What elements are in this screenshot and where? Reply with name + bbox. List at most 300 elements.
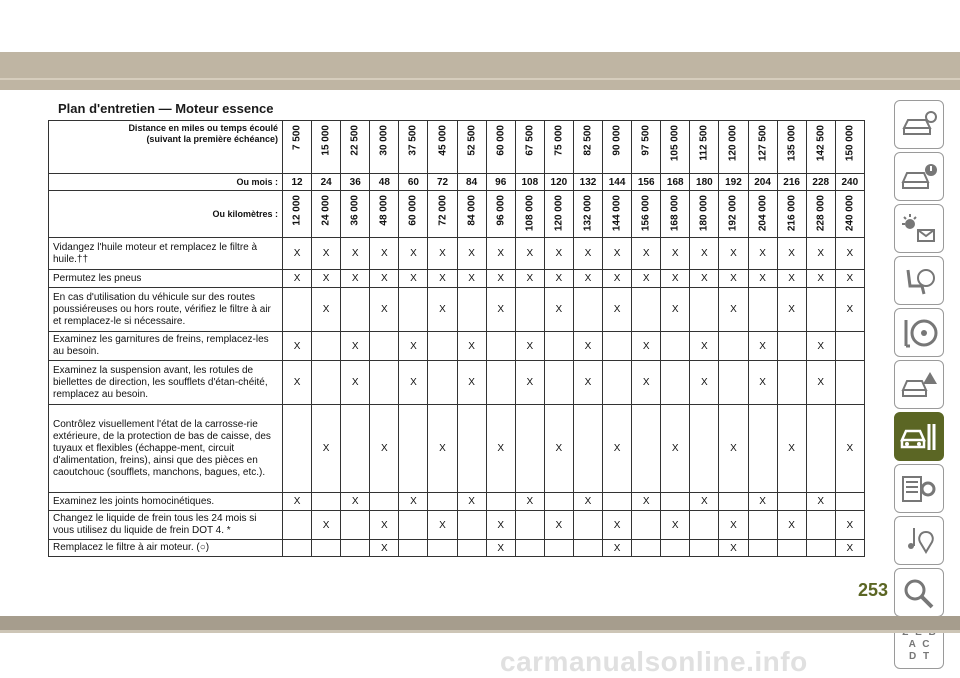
months-value: 168 xyxy=(661,174,690,191)
schedule-cell xyxy=(632,288,661,332)
schedule-cell: X xyxy=(661,238,690,270)
miles-cell xyxy=(341,121,370,174)
schedule-cell xyxy=(719,493,748,511)
side-tab[interactable] xyxy=(894,412,944,461)
schedule-cell xyxy=(370,332,399,361)
side-tab[interactable] xyxy=(894,360,944,409)
months-value: 84 xyxy=(457,174,486,191)
table-row xyxy=(49,332,865,361)
top-band xyxy=(0,52,960,90)
schedule-cell xyxy=(748,405,777,493)
schedule-cell: X xyxy=(341,332,370,361)
km-cell xyxy=(399,191,428,238)
miles-value: 127 500 xyxy=(757,125,769,162)
schedule-cell xyxy=(835,493,864,511)
miles-cell xyxy=(603,121,632,174)
maintenance-table xyxy=(48,120,865,557)
months-value: 156 xyxy=(632,174,661,191)
schedule-cell xyxy=(835,332,864,361)
miles-cell xyxy=(283,121,312,174)
schedule-cell xyxy=(777,332,806,361)
schedule-cell xyxy=(341,511,370,540)
schedule-cell: X xyxy=(661,405,690,493)
schedule-cell: X xyxy=(457,361,486,405)
schedule-cell: X xyxy=(806,493,835,511)
schedule-cell: X xyxy=(515,493,544,511)
miles-value: 75 000 xyxy=(553,125,565,156)
schedule-cell: X xyxy=(777,511,806,540)
months-value: 132 xyxy=(573,174,602,191)
distance-label-line: Distance en miles ou temps écoulé xyxy=(128,123,278,133)
schedule-cell xyxy=(312,493,341,511)
schedule-cell: X xyxy=(661,270,690,288)
task-label: Examinez les joints homocinétiques. xyxy=(49,493,283,511)
schedule-cell xyxy=(573,540,602,557)
months-value: 96 xyxy=(486,174,515,191)
months-value: 144 xyxy=(603,174,632,191)
side-tab[interactable] xyxy=(894,464,944,513)
schedule-cell: X xyxy=(719,270,748,288)
schedule-cell xyxy=(544,361,573,405)
side-tab[interactable] xyxy=(894,204,944,253)
schedule-cell: X xyxy=(603,238,632,270)
miles-value: 82 500 xyxy=(582,125,594,156)
schedule-cell: X xyxy=(690,238,719,270)
miles-value: 52 500 xyxy=(466,125,478,156)
schedule-cell xyxy=(573,511,602,540)
schedule-cell: X xyxy=(573,493,602,511)
miles-value: 60 000 xyxy=(495,125,507,156)
km-cell xyxy=(690,191,719,238)
schedule-cell xyxy=(457,540,486,557)
task-label: En cas d'utilisation du véhicule sur des routes poussiéreuses ou hors route, vérifiez le filtre à air et remplacez-le si nécessaire. xyxy=(49,288,283,332)
miles-cell xyxy=(399,121,428,174)
schedule-cell: X xyxy=(515,361,544,405)
miles-value: 30 000 xyxy=(378,125,390,156)
schedule-cell xyxy=(515,540,544,557)
schedule-cell: X xyxy=(486,405,515,493)
task-label: Changez le liquide de frein tous les 24 mois si vous utilisez du liquide de frein DOT 4. * xyxy=(49,511,283,540)
km-cell xyxy=(283,191,312,238)
table-row xyxy=(49,511,865,540)
schedule-cell xyxy=(661,493,690,511)
schedule-cell xyxy=(486,361,515,405)
schedule-cell: X xyxy=(835,238,864,270)
schedule-cell: X xyxy=(486,511,515,540)
schedule-cell: X xyxy=(457,238,486,270)
side-tab[interactable] xyxy=(894,256,944,305)
schedule-cell: X xyxy=(690,270,719,288)
schedule-cell: X xyxy=(573,361,602,405)
schedule-cell: X xyxy=(457,332,486,361)
schedule-cell xyxy=(428,493,457,511)
schedule-cell xyxy=(457,288,486,332)
schedule-cell xyxy=(341,540,370,557)
schedule-cell xyxy=(690,511,719,540)
schedule-cell: X xyxy=(806,361,835,405)
schedule-cell: X xyxy=(603,540,632,557)
km-value: 120 000 xyxy=(553,195,565,232)
schedule-cell: X xyxy=(603,270,632,288)
schedule-cell xyxy=(341,405,370,493)
schedule-cell xyxy=(603,332,632,361)
schedule-cell xyxy=(544,540,573,557)
watermark: carmanualsonline.info xyxy=(500,646,808,677)
months-value: 180 xyxy=(690,174,719,191)
schedule-cell xyxy=(777,493,806,511)
schedule-cell: X xyxy=(632,238,661,270)
km-value: 72 000 xyxy=(437,195,449,226)
schedule-cell: X xyxy=(486,288,515,332)
km-cell xyxy=(457,191,486,238)
schedule-cell: X xyxy=(370,405,399,493)
km-value: 144 000 xyxy=(611,195,623,232)
schedule-cell xyxy=(457,405,486,493)
schedule-cell: X xyxy=(283,270,312,288)
schedule-cell xyxy=(370,493,399,511)
schedule-cell: X xyxy=(457,493,486,511)
schedule-cell: X xyxy=(399,238,428,270)
table-row xyxy=(49,238,865,270)
km-value: 216 000 xyxy=(786,195,798,232)
schedule-cell: X xyxy=(370,270,399,288)
schedule-cell: X xyxy=(690,332,719,361)
distance-label-line: (suivant la première échéance) xyxy=(146,134,278,144)
schedule-cell: X xyxy=(748,493,777,511)
km-value: 48 000 xyxy=(378,195,390,226)
schedule-cell: X xyxy=(573,238,602,270)
schedule-cell xyxy=(777,540,806,557)
months-value: 36 xyxy=(341,174,370,191)
schedule-cell xyxy=(835,361,864,405)
miles-cell xyxy=(777,121,806,174)
table-row xyxy=(49,405,865,493)
miles-cell xyxy=(370,121,399,174)
schedule-cell xyxy=(283,288,312,332)
schedule-cell xyxy=(399,540,428,557)
side-tab[interactable] xyxy=(894,308,944,357)
schedule-cell: X xyxy=(719,511,748,540)
miles-cell xyxy=(428,121,457,174)
schedule-cell: X xyxy=(835,511,864,540)
miles-value: 45 000 xyxy=(437,125,449,156)
page-title: Plan d'entretien — Moteur essence xyxy=(58,101,274,116)
schedule-cell xyxy=(399,511,428,540)
task-label: Contrôlez visuellement l'état de la carrosse-rie extérieure, de la protection de bas de caisse, des tuyaux et flexibles (échappe-ment, circuit d'alimentation, freins), ainsi que des pièces en caoutchouc (soufflets, manchons, bagues, etc.). xyxy=(49,405,283,493)
km-value: 36 000 xyxy=(349,195,361,226)
schedule-cell: X xyxy=(399,270,428,288)
schedule-cell: X xyxy=(632,361,661,405)
schedule-cell xyxy=(603,493,632,511)
schedule-cell: X xyxy=(748,361,777,405)
schedule-cell: X xyxy=(283,361,312,405)
schedule-cell: X xyxy=(632,332,661,361)
schedule-cell xyxy=(283,540,312,557)
schedule-cell: X xyxy=(806,238,835,270)
schedule-cell: X xyxy=(341,270,370,288)
schedule-cell: X xyxy=(283,332,312,361)
miles-cell xyxy=(661,121,690,174)
km-cell xyxy=(370,191,399,238)
schedule-cell: X xyxy=(632,493,661,511)
km-cell xyxy=(777,191,806,238)
miles-cell xyxy=(719,121,748,174)
km-cell xyxy=(835,191,864,238)
schedule-cell: X xyxy=(428,511,457,540)
bottom-band xyxy=(0,616,960,630)
km-value: 24 000 xyxy=(320,195,332,226)
miles-value: 112 500 xyxy=(698,125,710,161)
schedule-cell xyxy=(806,405,835,493)
table-row xyxy=(49,540,865,557)
schedule-cell: X xyxy=(835,288,864,332)
schedule-cell: X xyxy=(515,238,544,270)
km-cell xyxy=(341,191,370,238)
schedule-cell: X xyxy=(777,288,806,332)
miles-value: 90 000 xyxy=(611,125,623,156)
schedule-cell: X xyxy=(806,270,835,288)
schedule-cell: X xyxy=(370,511,399,540)
months-value: 228 xyxy=(806,174,835,191)
schedule-cell: X xyxy=(341,493,370,511)
schedule-cell xyxy=(399,288,428,332)
km-value: 12 000 xyxy=(291,195,303,226)
months-value: 24 xyxy=(312,174,341,191)
schedule-cell: X xyxy=(690,361,719,405)
miles-cell xyxy=(457,121,486,174)
schedule-cell xyxy=(748,511,777,540)
schedule-cell xyxy=(486,332,515,361)
schedule-cell xyxy=(661,540,690,557)
schedule-cell: X xyxy=(486,540,515,557)
schedule-cell xyxy=(777,361,806,405)
schedule-cell xyxy=(806,288,835,332)
months-value: 240 xyxy=(835,174,864,191)
schedule-cell xyxy=(515,288,544,332)
table-row xyxy=(49,493,865,511)
schedule-cell: X xyxy=(341,361,370,405)
schedule-cell xyxy=(603,361,632,405)
months-value: 72 xyxy=(428,174,457,191)
schedule-cell: X xyxy=(486,270,515,288)
months-row xyxy=(49,174,865,191)
schedule-cell: X xyxy=(573,332,602,361)
km-value: 192 000 xyxy=(727,195,739,232)
km-value: 132 000 xyxy=(582,195,594,232)
schedule-cell xyxy=(312,361,341,405)
miles-value: 142 500 xyxy=(815,125,827,162)
lights-mail-icon xyxy=(900,212,938,246)
months-value: 12 xyxy=(283,174,312,191)
miles-cell xyxy=(690,121,719,174)
schedule-cell xyxy=(428,540,457,557)
schedule-cell: X xyxy=(428,270,457,288)
schedule-cell: X xyxy=(544,405,573,493)
schedule-cell: X xyxy=(457,270,486,288)
miles-cell xyxy=(835,121,864,174)
miles-cell xyxy=(573,121,602,174)
km-cell xyxy=(748,191,777,238)
schedule-cell xyxy=(748,288,777,332)
schedule-cell: X xyxy=(544,238,573,270)
schedule-cell xyxy=(690,288,719,332)
km-value: 204 000 xyxy=(757,195,769,232)
km-value: 60 000 xyxy=(407,195,419,226)
schedule-cell: X xyxy=(312,511,341,540)
schedule-cell xyxy=(632,540,661,557)
car-warning-icon xyxy=(900,368,938,402)
side-tab[interactable] xyxy=(894,516,944,565)
schedule-cell: X xyxy=(428,288,457,332)
months-value: 192 xyxy=(719,174,748,191)
schedule-cell: X xyxy=(312,238,341,270)
seat-airbag-icon xyxy=(900,264,938,298)
schedule-cell xyxy=(573,288,602,332)
schedule-cell xyxy=(690,405,719,493)
schedule-cell xyxy=(428,332,457,361)
km-value: 156 000 xyxy=(640,195,652,232)
schedule-cell: X xyxy=(283,238,312,270)
months-value: 120 xyxy=(544,174,573,191)
km-cell xyxy=(806,191,835,238)
miles-value: 150 000 xyxy=(844,125,856,162)
schedule-cell xyxy=(283,405,312,493)
km-cell xyxy=(544,191,573,238)
schedule-cell xyxy=(806,540,835,557)
table-row xyxy=(49,361,865,405)
miles-value: 7 500 xyxy=(291,125,303,151)
schedule-cell: X xyxy=(690,493,719,511)
schedule-cell xyxy=(312,540,341,557)
months-label: Ou mois : xyxy=(49,174,283,191)
schedule-cell xyxy=(632,405,661,493)
side-tab[interactable] xyxy=(894,100,944,149)
schedule-cell xyxy=(283,511,312,540)
schedule-cell xyxy=(719,361,748,405)
music-location-icon xyxy=(900,524,938,558)
schedule-cell: X xyxy=(748,332,777,361)
schedule-cell xyxy=(312,332,341,361)
table-row xyxy=(49,288,865,332)
schedule-cell: X xyxy=(428,238,457,270)
schedule-cell xyxy=(544,493,573,511)
schedule-cell: X xyxy=(399,361,428,405)
steering-wheel-icon xyxy=(900,316,938,350)
schedule-cell: X xyxy=(748,270,777,288)
km-cell xyxy=(632,191,661,238)
miles-cell xyxy=(515,121,544,174)
schedule-cell: X xyxy=(603,405,632,493)
schedule-cell: X xyxy=(544,270,573,288)
specs-gear-icon xyxy=(900,472,938,506)
schedule-cell xyxy=(341,288,370,332)
miles-value: 67 500 xyxy=(524,125,536,156)
index-letters-icon: A C D T xyxy=(908,638,930,662)
km-value: 228 000 xyxy=(815,195,827,232)
schedule-cell: X xyxy=(370,288,399,332)
task-label: Examinez la suspension avant, les rotules de biellettes de direction, les soufflets d'étan-chéité, remplacez au besoin. xyxy=(49,361,283,405)
car-wrench-icon xyxy=(900,420,938,454)
schedule-cell: X xyxy=(603,511,632,540)
miles-value: 97 500 xyxy=(640,125,652,156)
miles-value: 105 000 xyxy=(669,125,681,162)
schedule-cell: X xyxy=(312,270,341,288)
miles-cell xyxy=(748,121,777,174)
distance-label xyxy=(49,121,283,174)
task-label: Examinez les garnitures de freins, remplacez-les au besoin. xyxy=(49,332,283,361)
schedule-cell: X xyxy=(428,405,457,493)
schedule-cell: X xyxy=(399,493,428,511)
miles-cell xyxy=(544,121,573,174)
km-value: 96 000 xyxy=(495,195,507,226)
schedule-cell xyxy=(486,493,515,511)
schedule-cell: X xyxy=(544,511,573,540)
miles-cell xyxy=(312,121,341,174)
schedule-cell xyxy=(661,361,690,405)
schedule-cell: X xyxy=(486,238,515,270)
km-cell xyxy=(603,191,632,238)
schedule-cell: X xyxy=(748,238,777,270)
side-tab[interactable] xyxy=(894,152,944,201)
schedule-cell: X xyxy=(370,540,399,557)
km-value: 168 000 xyxy=(669,195,681,232)
schedule-cell xyxy=(748,540,777,557)
schedule-cell: X xyxy=(661,511,690,540)
side-tab[interactable] xyxy=(894,568,944,617)
schedule-cell xyxy=(661,332,690,361)
schedule-cell: X xyxy=(661,288,690,332)
schedule-cell: X xyxy=(719,405,748,493)
schedule-cell xyxy=(719,332,748,361)
car-info-icon xyxy=(900,108,938,142)
schedule-cell: X xyxy=(573,270,602,288)
miles-value: 22 500 xyxy=(349,125,361,156)
schedule-cell: X xyxy=(719,288,748,332)
months-value: 108 xyxy=(515,174,544,191)
schedule-cell: X xyxy=(283,493,312,511)
schedule-cell: X xyxy=(341,238,370,270)
schedule-cell xyxy=(370,361,399,405)
table-row xyxy=(49,270,865,288)
months-value: 216 xyxy=(777,174,806,191)
km-value: 240 000 xyxy=(844,195,856,232)
miles-value: 37 500 xyxy=(407,125,419,156)
schedule-cell xyxy=(399,405,428,493)
km-cell xyxy=(573,191,602,238)
schedule-cell: X xyxy=(719,238,748,270)
magnifier-icon xyxy=(900,576,938,610)
months-value: 60 xyxy=(399,174,428,191)
schedule-cell: X xyxy=(835,405,864,493)
schedule-cell: X xyxy=(370,238,399,270)
schedule-cell: X xyxy=(399,332,428,361)
schedule-cell xyxy=(544,332,573,361)
schedule-cell: X xyxy=(515,332,544,361)
miles-cell xyxy=(486,121,515,174)
schedule-cell xyxy=(428,361,457,405)
schedule-cell: X xyxy=(312,405,341,493)
side-tabs xyxy=(894,100,946,672)
task-label: Remplacez le filtre à air moteur. (○) xyxy=(49,540,283,557)
schedule-cell xyxy=(806,511,835,540)
miles-cell xyxy=(632,121,661,174)
schedule-cell: X xyxy=(603,288,632,332)
schedule-cell xyxy=(515,405,544,493)
km-value: 84 000 xyxy=(466,195,478,226)
km-cell xyxy=(661,191,690,238)
schedule-cell: X xyxy=(777,405,806,493)
schedule-cell: X xyxy=(312,288,341,332)
